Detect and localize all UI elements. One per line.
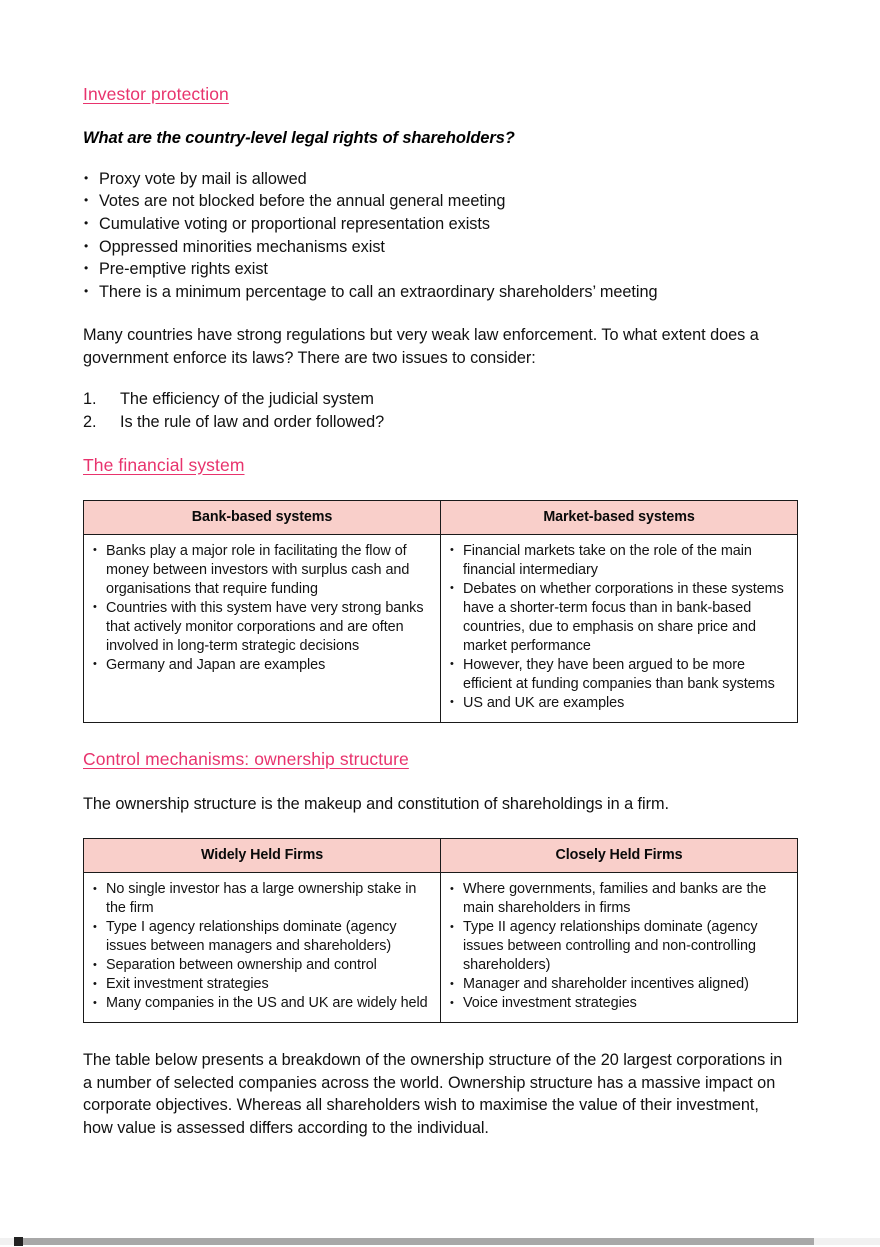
- widely-held-list: [92, 880, 432, 1013]
- shareholder-rights-list: [83, 168, 797, 304]
- cell-market-based-systems: [441, 534, 798, 722]
- list-item: • Cumulative voting or proportional representation exists: [83, 213, 797, 236]
- paragraph-ownership-structure-definition: The ownership structure is the makeup and constitution of shareholdings in a firm.: [83, 794, 669, 813]
- financial-system-table: [83, 500, 798, 723]
- cell-bank-based-systems: [84, 534, 441, 722]
- list-item: • Proxy vote by mail is allowed: [83, 168, 797, 191]
- column-header-market-based: Market-based systems: [441, 500, 798, 534]
- column-header-bank-based: Bank-based systems: [84, 500, 441, 534]
- list-item: • Exit investment strategies: [92, 975, 432, 994]
- list-item: • Many companies in the US and UK are widely held: [92, 994, 432, 1013]
- list-item: • Votes are not blocked before the annual general meeting: [83, 190, 797, 213]
- heading-the-financial-system: The financial system: [83, 454, 245, 475]
- cell-closely-held-firms: [441, 873, 798, 1023]
- list-item: • Separation between ownership and control: [92, 956, 432, 975]
- cell-widely-held-firms: [84, 873, 441, 1023]
- table-header-row: [84, 839, 798, 873]
- table-header-row: [84, 500, 798, 534]
- document-content: [83, 0, 797, 1139]
- list-item: • Type I agency relationships dominate (agency issues between managers and shareholders): [92, 918, 432, 956]
- table-row: [84, 534, 798, 722]
- scrollbar-thumb[interactable]: [14, 1238, 814, 1245]
- subheading-shareholder-rights-question: What are the country-level legal rights of shareholders?: [83, 129, 515, 147]
- list-item: • Financial markets take on the role of the main financial intermediary: [449, 542, 789, 580]
- list-item: • Manager and shareholder incentives aligned): [449, 975, 789, 994]
- list-item: • Voice investment strategies: [449, 994, 789, 1013]
- list-item: • Type II agency relationships dominate (agency issues between controlling and non-controlling shareholders): [449, 918, 789, 975]
- closely-held-list: [449, 880, 789, 1013]
- list-item: • Debates on whether corporations in these systems have a shorter-term focus than in bank-based countries, due to emphasis on share price and market performance: [449, 580, 789, 656]
- list-item: • Where governments, families and banks are the main shareholders in firms: [449, 880, 789, 918]
- list-item: • Countries with this system have very strong banks that actively monitor corporations and are often involved in long-term strategic decisions: [92, 599, 432, 656]
- column-header-widely-held: Widely Held Firms: [84, 839, 441, 873]
- list-item: • There is a minimum percentage to call an extraordinary shareholders’ meeting: [83, 281, 797, 304]
- column-header-closely-held: Closely Held Firms: [441, 839, 798, 873]
- list-item: Is the rule of law and order followed?: [120, 412, 385, 431]
- ownership-structure-table: [83, 838, 798, 1023]
- enforcement-issues-list: [83, 388, 797, 433]
- heading-investor-protection: Investor protection: [83, 84, 229, 104]
- table-row: [84, 873, 798, 1023]
- paragraph-law-enforcement: Many countries have strong regulations but very weak law enforcement. To what extent does a government enforce its laws? There are two issues to consider:: [83, 326, 759, 367]
- list-item: • No single investor has a large ownership stake in the firm: [92, 880, 432, 918]
- bank-based-list: [92, 542, 432, 675]
- list-item: • Pre-emptive rights exist: [83, 258, 797, 281]
- list-item: • Oppressed minorities mechanisms exist: [83, 236, 797, 259]
- list-item: • However, they have been argued to be more efficient at funding companies than bank systems: [449, 656, 789, 694]
- list-item: • Banks play a major role in facilitating the flow of money between investors with surplus cash and organisations that require funding: [92, 542, 432, 599]
- horizontal-scrollbar[interactable]: [0, 1234, 880, 1247]
- list-item: The efficiency of the judicial system: [120, 390, 374, 409]
- list-item: • Germany and Japan are examples: [92, 656, 432, 675]
- scrollbar-left-cap[interactable]: [14, 1237, 23, 1246]
- heading-control-mechanisms: Control mechanisms: ownership structure: [83, 748, 409, 769]
- paragraph-closing: The table below presents a breakdown of the ownership structure of the 20 largest corporations in a number of selected companies across the world. Ownership structure has a massive impact on corporate objectives. Whereas all shareholders wish to maximise the value of their investment, how value is assessed differs according to the individual.: [83, 1051, 783, 1137]
- list-item: • US and UK are examples: [449, 694, 789, 713]
- market-based-list: [449, 542, 789, 713]
